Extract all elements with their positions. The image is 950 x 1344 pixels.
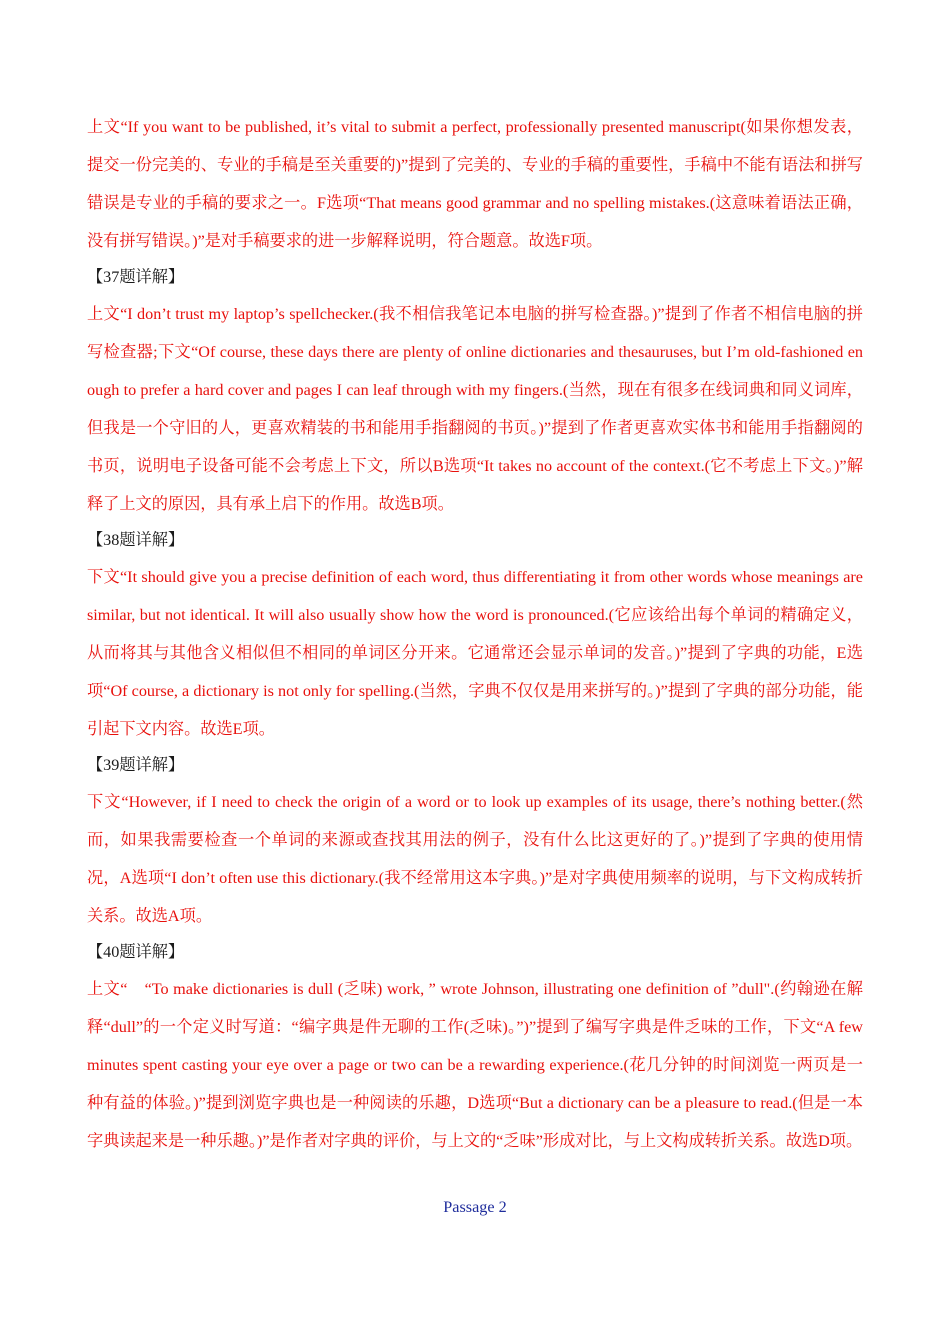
explanation-39-paragraph: 下文“However, if I need to check the origin of a word or to look up examples of its usage, there’s nothing better.(然而，如果我需要检查一个单词的来源或查找其用法的例子，没有什么比这更好的了。)”提到了字典的使用情况，A选项“I don’t often use this dictionary.(我不经常用这本字典。)”是对字典使用频率的说明，与下文构成转折关系。故选A项。 — [87, 793, 863, 925]
question-38-heading: 【38题详解】 — [87, 531, 185, 549]
passage-footer: Passage 2 — [443, 1198, 507, 1216]
explanation-37-paragraph: 上文“I don’t trust my laptop’s spellchecker.(我不相信我笔记本电脑的拼写检查器。)”提到了作者不相信电脑的拼写检查器;下文“Of course, these days there are plenty of online dictionaries and thesauruses, but I’m old-fashioned enough to prefer a hard cover and pages I can leaf through with my fingers.(当然，现在有很多在线词典和同义词库，但我是一个守旧的人，更喜欢精装的书和能用手指翻阅的书页。)”提到了作者更喜欢实体书和能用手指翻阅的书页，说明电子设备可能不会考虑上下文，所以B选项“It takes no account of the context.(它不考虑上下文。)”解释了上文的原因，具有承上启下的作用。故选B项。 — [87, 305, 863, 513]
explanation-38-paragraph: 下文“It should give you a precise definition of each word, thus differentiating it from other words whose meanings are similar, but not identical. It will also usually show how the word is pronounced.(它应该给出每个单词的精确定义，从而将其与其他含义相似但不相同的单词区分开来。它通常还会显示单词的发音。)”提到了字典的功能，E选项“Of course, a dictionary is not only for spelling.(当然，字典不仅仅是用来拼写的。)”提到了字典的部分功能，能引起下文内容。故选E项。 — [87, 568, 863, 738]
explanation-36-paragraph: 上文“If you want to be published, it’s vital to submit a perfect, professionally presented manuscript(如果你想发表，提交一份完美的、专业的手稿是至关重要的)”提到了完美的、专业的手稿的重要性，手稿中不能有语法和拼写错误是专业的手稿的要求之一。F选项“That means good grammar and no spelling mistakes.(这意味着语法正确，没有拼写错误。)”是对手稿要求的进一步解释说明，符合题意。故选F项。 — [87, 118, 863, 250]
explanation-40-paragraph: 上文“ “To make dictionaries is dull (乏味) work, ” wrote Johnson, illustrating one definition of ”dull".(约翰逊在解释“dull”的一个定义时写道：“编字典是件无聊的工作(乏味)。”)”提到了编写字典是件乏味的工作，下文“A few minutes spent casting your eye over a page or two can be a rewarding experience.(花几分钟的时间浏览一两页是一种有益的体验。)”提到浏览字典也是一种阅读的乐趣，D选项“But a dictionary can be a pleasure to read.(但是一本字典读起来是一种乐趣。)”是作者对字典的评价，与上文的“乏味”形成对比，与上文构成转折关系。故选D项。 — [87, 980, 863, 1150]
question-40-heading: 【40题详解】 — [87, 943, 185, 961]
question-39-heading: 【39题详解】 — [87, 756, 185, 774]
question-37-heading: 【37题详解】 — [87, 268, 185, 286]
answer-explanations — [87, 108, 863, 1160]
